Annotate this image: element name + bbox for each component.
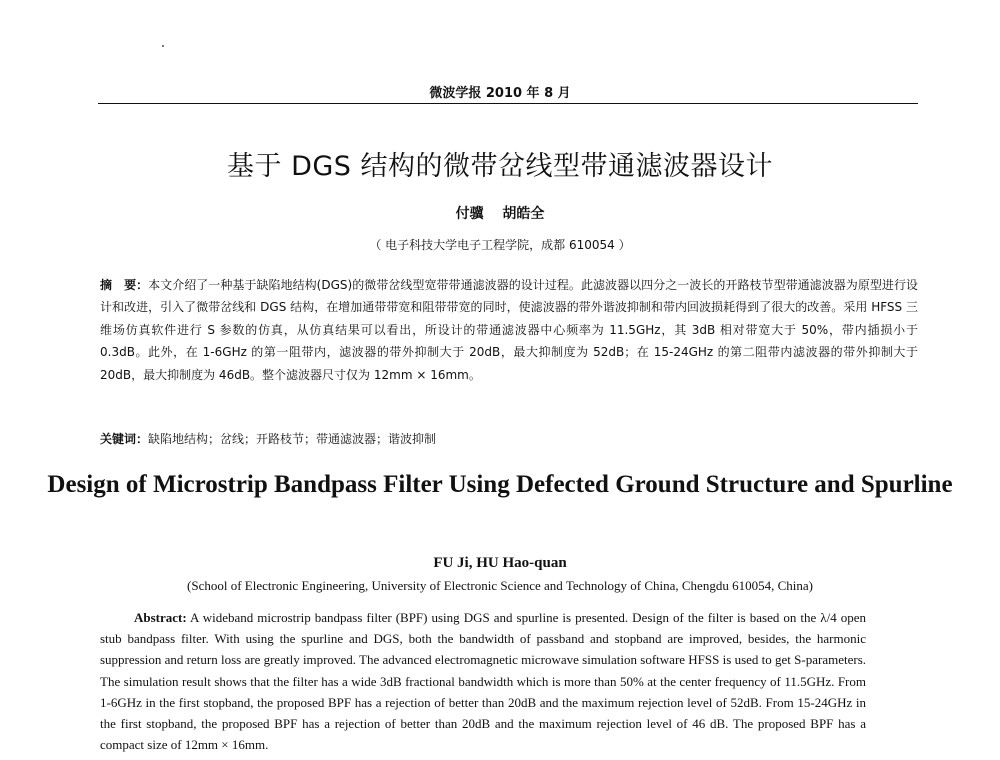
paper-title-english: Design of Microstrip Bandpass Filter Using Defected Ground Structure and Spurline [47,471,953,498]
abstract-english [100,607,866,755]
abstract-chinese-text: 本文介绍了一种基于缺陷地结构(DGS)的微带岔线型宽带带通滤波器的设计过程。此滤波器以四分之一波长的开路枝节型带通滤波器为原型进行设计和改进，引入了微带岔线和 DGS 结构，在增加通带带宽和阻带带宽的同时，使滤波器的带外谐波抑制和带内回波损耗得到了很大的改善。采用 HFSS 三维场仿真软件进行 S 参数的仿真，从仿真结果可以看出，所设计的带通滤波器中心频率为 11.5GHz，其 3dB 相对带宽大于 50%，带内插损小于 0.3dB。此外，在 1-6GHz 的第一阻带内，滤波器的带外抑制大于 20dB，最大抑制度为 52dB；在 15-24GHz 的第二阻带内滤波器的带外抑制大于 20dB，最大抑制度为 46dB。整个滤波器尺寸仅为 12mm × 16mm。 [100,278,918,382]
abstract-english-label: Abstract: [134,610,187,625]
journal-header: 微波学报 2010 年 8 月 [429,86,571,101]
header-rule [98,103,918,104]
abstract-english-text: A wideband microstrip bandpass filter (BPF) using DGS and spurline is presented. Design of the filter is based on the λ/4 open stub bandpass filter. With using the spurline and DGS, both the bandwidth of passband and stopband are improved, besides, the harmonic suppression and return loss are greatly improved. The advanced electromagnetic microwave simulation software HFSS is used to get S-parameters. The simulation result shows that the filter has a wide 3dB fractional bandwidth which is more than 50% at the center frequency of 11.5GHz. From 1-6GHz in the first stopband, the proposed BPF has a rejection of better than 20dB and the maximum rejection level of 52dB. From 15-24GHz in the first stopband, the proposed BPF has a rejection of better than 20dB and the maximum rejection level of 46 dB. The proposed BPF has a compact size of 12mm × 16mm. [100,610,866,753]
paper-title-chinese: 基于 DGS 结构的微带岔线型带通滤波器设计 [226,151,774,182]
affiliation-english: (School of Electronic Engineering, University of Electronic Science and Technology of China, Chengdu 610054, China) [187,578,813,593]
affiliation-chinese: （ 电子科技大学电子工程学院，成都 610054 ） [369,238,631,252]
abstract-chinese [100,274,918,386]
keywords-chinese [100,428,918,450]
keywords-chinese-text: 缺陷地结构；岔线；开路枝节；带通滤波器；谐波抑制 [148,432,437,446]
keywords-chinese-label: 关键词： [100,432,149,446]
authors-english: FU Ji, HU Hao-quan [433,555,567,571]
authors-chinese: 付骥 胡皓全 [455,206,545,222]
scan-speck [162,45,164,47]
abstract-chinese-label: 摘 要： [100,278,149,292]
